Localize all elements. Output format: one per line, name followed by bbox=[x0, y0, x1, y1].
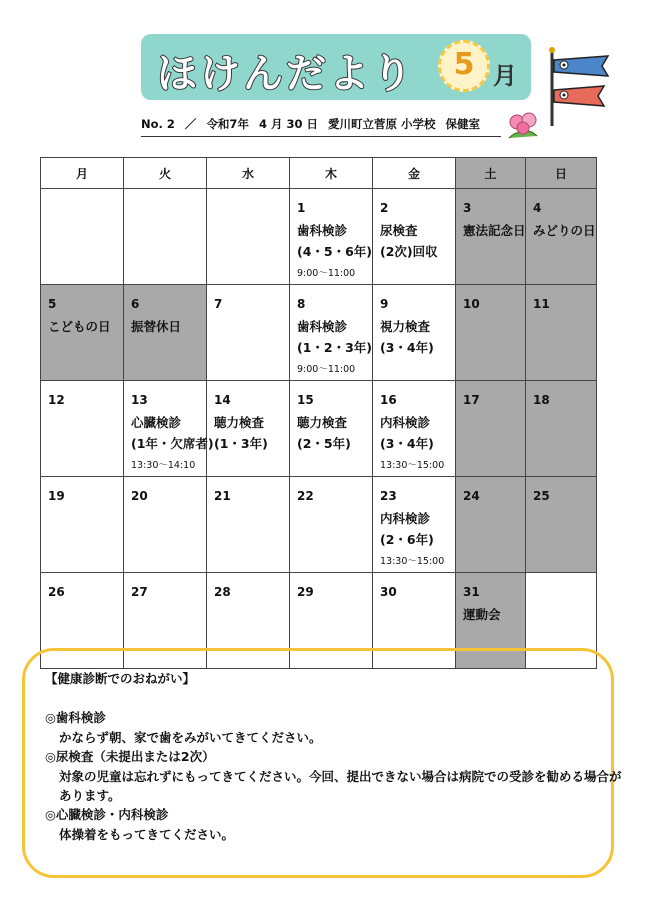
day-event: 心臓検診 bbox=[131, 415, 182, 431]
day-event: 内科検診 bbox=[380, 415, 431, 431]
weekday-header: 木 bbox=[290, 158, 373, 189]
day-event-detail: (4・5・6年) bbox=[297, 244, 373, 260]
day-number: 25 bbox=[533, 489, 550, 503]
day-number: 19 bbox=[48, 489, 65, 503]
day-number: 6 bbox=[131, 297, 140, 311]
day-number: 2 bbox=[380, 201, 389, 215]
day-event: 歯科検診 bbox=[297, 319, 348, 335]
day-event-detail: (1年・欠席者) bbox=[131, 436, 214, 452]
day-event: 憲法記念日 bbox=[463, 223, 526, 239]
day-number: 27 bbox=[131, 585, 148, 599]
calendar-day-cell bbox=[41, 189, 124, 285]
day-event: 視力検査 bbox=[380, 319, 431, 335]
day-number: 15 bbox=[297, 393, 314, 407]
calendar-day-cell bbox=[526, 285, 597, 381]
day-event-detail: (2・5年) bbox=[297, 436, 351, 452]
day-event-time: 13:30～15:00 bbox=[380, 460, 445, 472]
day-event-detail: (3・4年) bbox=[380, 340, 434, 356]
day-event: みどりの日 bbox=[533, 223, 596, 239]
notice-item-text: 体操着をもってきてください。 bbox=[59, 826, 235, 842]
calendar-day-cell bbox=[456, 477, 526, 573]
azalea-icon bbox=[503, 108, 543, 144]
day-number: 18 bbox=[533, 393, 550, 407]
calendar-day-cell bbox=[124, 189, 207, 285]
newsletter-title: ほけんだより bbox=[157, 51, 415, 97]
calendar-week-row bbox=[41, 189, 597, 285]
day-event: 聴力検査 bbox=[214, 415, 265, 431]
calendar-day-cell bbox=[456, 381, 526, 477]
notice-item-text: 対象の児童は忘れずにもってきてください。今回、提出できない場合は病院での受診を勧める場合が bbox=[59, 768, 622, 784]
day-number: 4 bbox=[533, 201, 542, 215]
calendar-day-cell bbox=[41, 381, 124, 477]
day-number: 21 bbox=[214, 489, 231, 503]
calendar-day-cell bbox=[41, 477, 124, 573]
day-event-detail: (1・3年) bbox=[214, 436, 268, 452]
month-badge bbox=[438, 40, 490, 92]
weekday-header: 日 bbox=[526, 158, 597, 189]
calendar-day-cell bbox=[526, 381, 597, 477]
day-event-detail: (3・4年) bbox=[380, 436, 434, 452]
day-event: 内科検診 bbox=[380, 511, 431, 527]
calendar-day-cell bbox=[373, 285, 456, 381]
day-event: 運動会 bbox=[463, 607, 501, 623]
day-event-detail: (1・2・3年) bbox=[297, 340, 373, 356]
day-number: 31 bbox=[463, 585, 480, 599]
day-event-time: 13:30～15:00 bbox=[380, 556, 445, 568]
calendar-day-cell bbox=[526, 189, 597, 285]
issue-date: 4 月 30 日 bbox=[258, 117, 318, 131]
day-number: 7 bbox=[214, 297, 223, 311]
school-name: 愛川町立菅原 小学校 bbox=[328, 117, 436, 131]
day-event-time: 13:30～14:10 bbox=[131, 460, 196, 472]
day-event: 振替休日 bbox=[131, 319, 182, 335]
day-number: 11 bbox=[533, 297, 550, 311]
day-number: 30 bbox=[380, 585, 397, 599]
calendar-day-cell bbox=[456, 285, 526, 381]
notice-item-title: ◎尿検査（未提出または2次） bbox=[45, 749, 215, 765]
day-number: 1 bbox=[297, 201, 306, 215]
weekday-header: 土 bbox=[456, 158, 526, 189]
day-number: 22 bbox=[297, 489, 314, 503]
day-number: 8 bbox=[297, 297, 306, 311]
day-number: 12 bbox=[48, 393, 65, 407]
calendar-day-cell bbox=[124, 477, 207, 573]
calendar-day-cell bbox=[526, 477, 597, 573]
notice-heading: 【健康診断でのおねがい】 bbox=[45, 671, 196, 686]
day-number: 5 bbox=[48, 297, 57, 311]
weekday-header: 水 bbox=[207, 158, 290, 189]
calendar-day-cell bbox=[124, 285, 207, 381]
calendar-day-cell bbox=[207, 477, 290, 573]
calendar-day-cell bbox=[207, 285, 290, 381]
day-number: 26 bbox=[48, 585, 65, 599]
title-banner bbox=[141, 34, 531, 100]
day-number: 29 bbox=[297, 585, 314, 599]
day-event: 尿検査 bbox=[380, 223, 418, 239]
calendar-day-cell bbox=[373, 477, 456, 573]
day-number: 20 bbox=[131, 489, 148, 503]
calendar-table bbox=[40, 157, 597, 669]
day-number: 17 bbox=[463, 393, 480, 407]
calendar-day-cell bbox=[290, 381, 373, 477]
calendar-day-cell bbox=[207, 381, 290, 477]
calendar-day-cell bbox=[373, 381, 456, 477]
calendar-week-row bbox=[41, 477, 597, 573]
day-number: 23 bbox=[380, 489, 397, 503]
office-name: 保健室 bbox=[445, 117, 481, 131]
issue-era: 令和7年 bbox=[206, 117, 249, 131]
day-number: 10 bbox=[463, 297, 480, 311]
month-kanji: 月 bbox=[493, 62, 517, 90]
calendar-day-cell bbox=[124, 381, 214, 477]
notice-item-title: ◎歯科検診 bbox=[45, 710, 106, 726]
calendar-day-cell bbox=[290, 477, 373, 573]
day-number: 16 bbox=[380, 393, 397, 407]
day-event-detail: (2次)回収 bbox=[380, 244, 438, 260]
weekday-header-row bbox=[41, 158, 597, 189]
calendar-day-cell bbox=[290, 189, 373, 285]
notice-item-text: かならず朝、家で歯をみがいてきてください。 bbox=[59, 729, 322, 745]
day-event: 聴力検査 bbox=[297, 415, 348, 431]
calendar-day-cell bbox=[207, 189, 290, 285]
notice-item-text: あります。 bbox=[59, 787, 121, 803]
day-number: 14 bbox=[214, 393, 231, 407]
weekday-header: 金 bbox=[373, 158, 456, 189]
weekday-header: 火 bbox=[124, 158, 207, 189]
day-event-detail: (2・6年) bbox=[380, 532, 434, 548]
health-check-notice bbox=[22, 648, 622, 878]
month-number: 5 bbox=[453, 47, 475, 82]
weekday-header: 月 bbox=[41, 158, 124, 189]
calendar-day-cell bbox=[290, 285, 373, 381]
day-event-time: 9:00～11:00 bbox=[297, 268, 356, 280]
koinobori-icon bbox=[546, 46, 626, 126]
day-number: 28 bbox=[214, 585, 231, 599]
calendar-day-cell bbox=[41, 285, 124, 381]
day-event: 歯科検診 bbox=[297, 223, 348, 239]
day-event: こどもの日 bbox=[48, 319, 111, 335]
day-number: 3 bbox=[463, 201, 472, 215]
day-number: 9 bbox=[380, 297, 389, 311]
issue-number: No. 2 bbox=[141, 117, 175, 131]
day-event-time: 9:00～11:00 bbox=[297, 364, 356, 376]
day-number: 13 bbox=[131, 393, 148, 407]
issue-separator: ／ bbox=[184, 117, 197, 131]
calendar-day-cell bbox=[456, 189, 526, 285]
day-number: 24 bbox=[463, 489, 480, 503]
calendar-week-row bbox=[41, 381, 597, 477]
notice-item-title: ◎心臓検診・内科検診 bbox=[45, 807, 169, 823]
calendar-day-cell bbox=[373, 189, 456, 285]
issue-line bbox=[141, 116, 501, 137]
calendar-week-row bbox=[41, 285, 597, 381]
